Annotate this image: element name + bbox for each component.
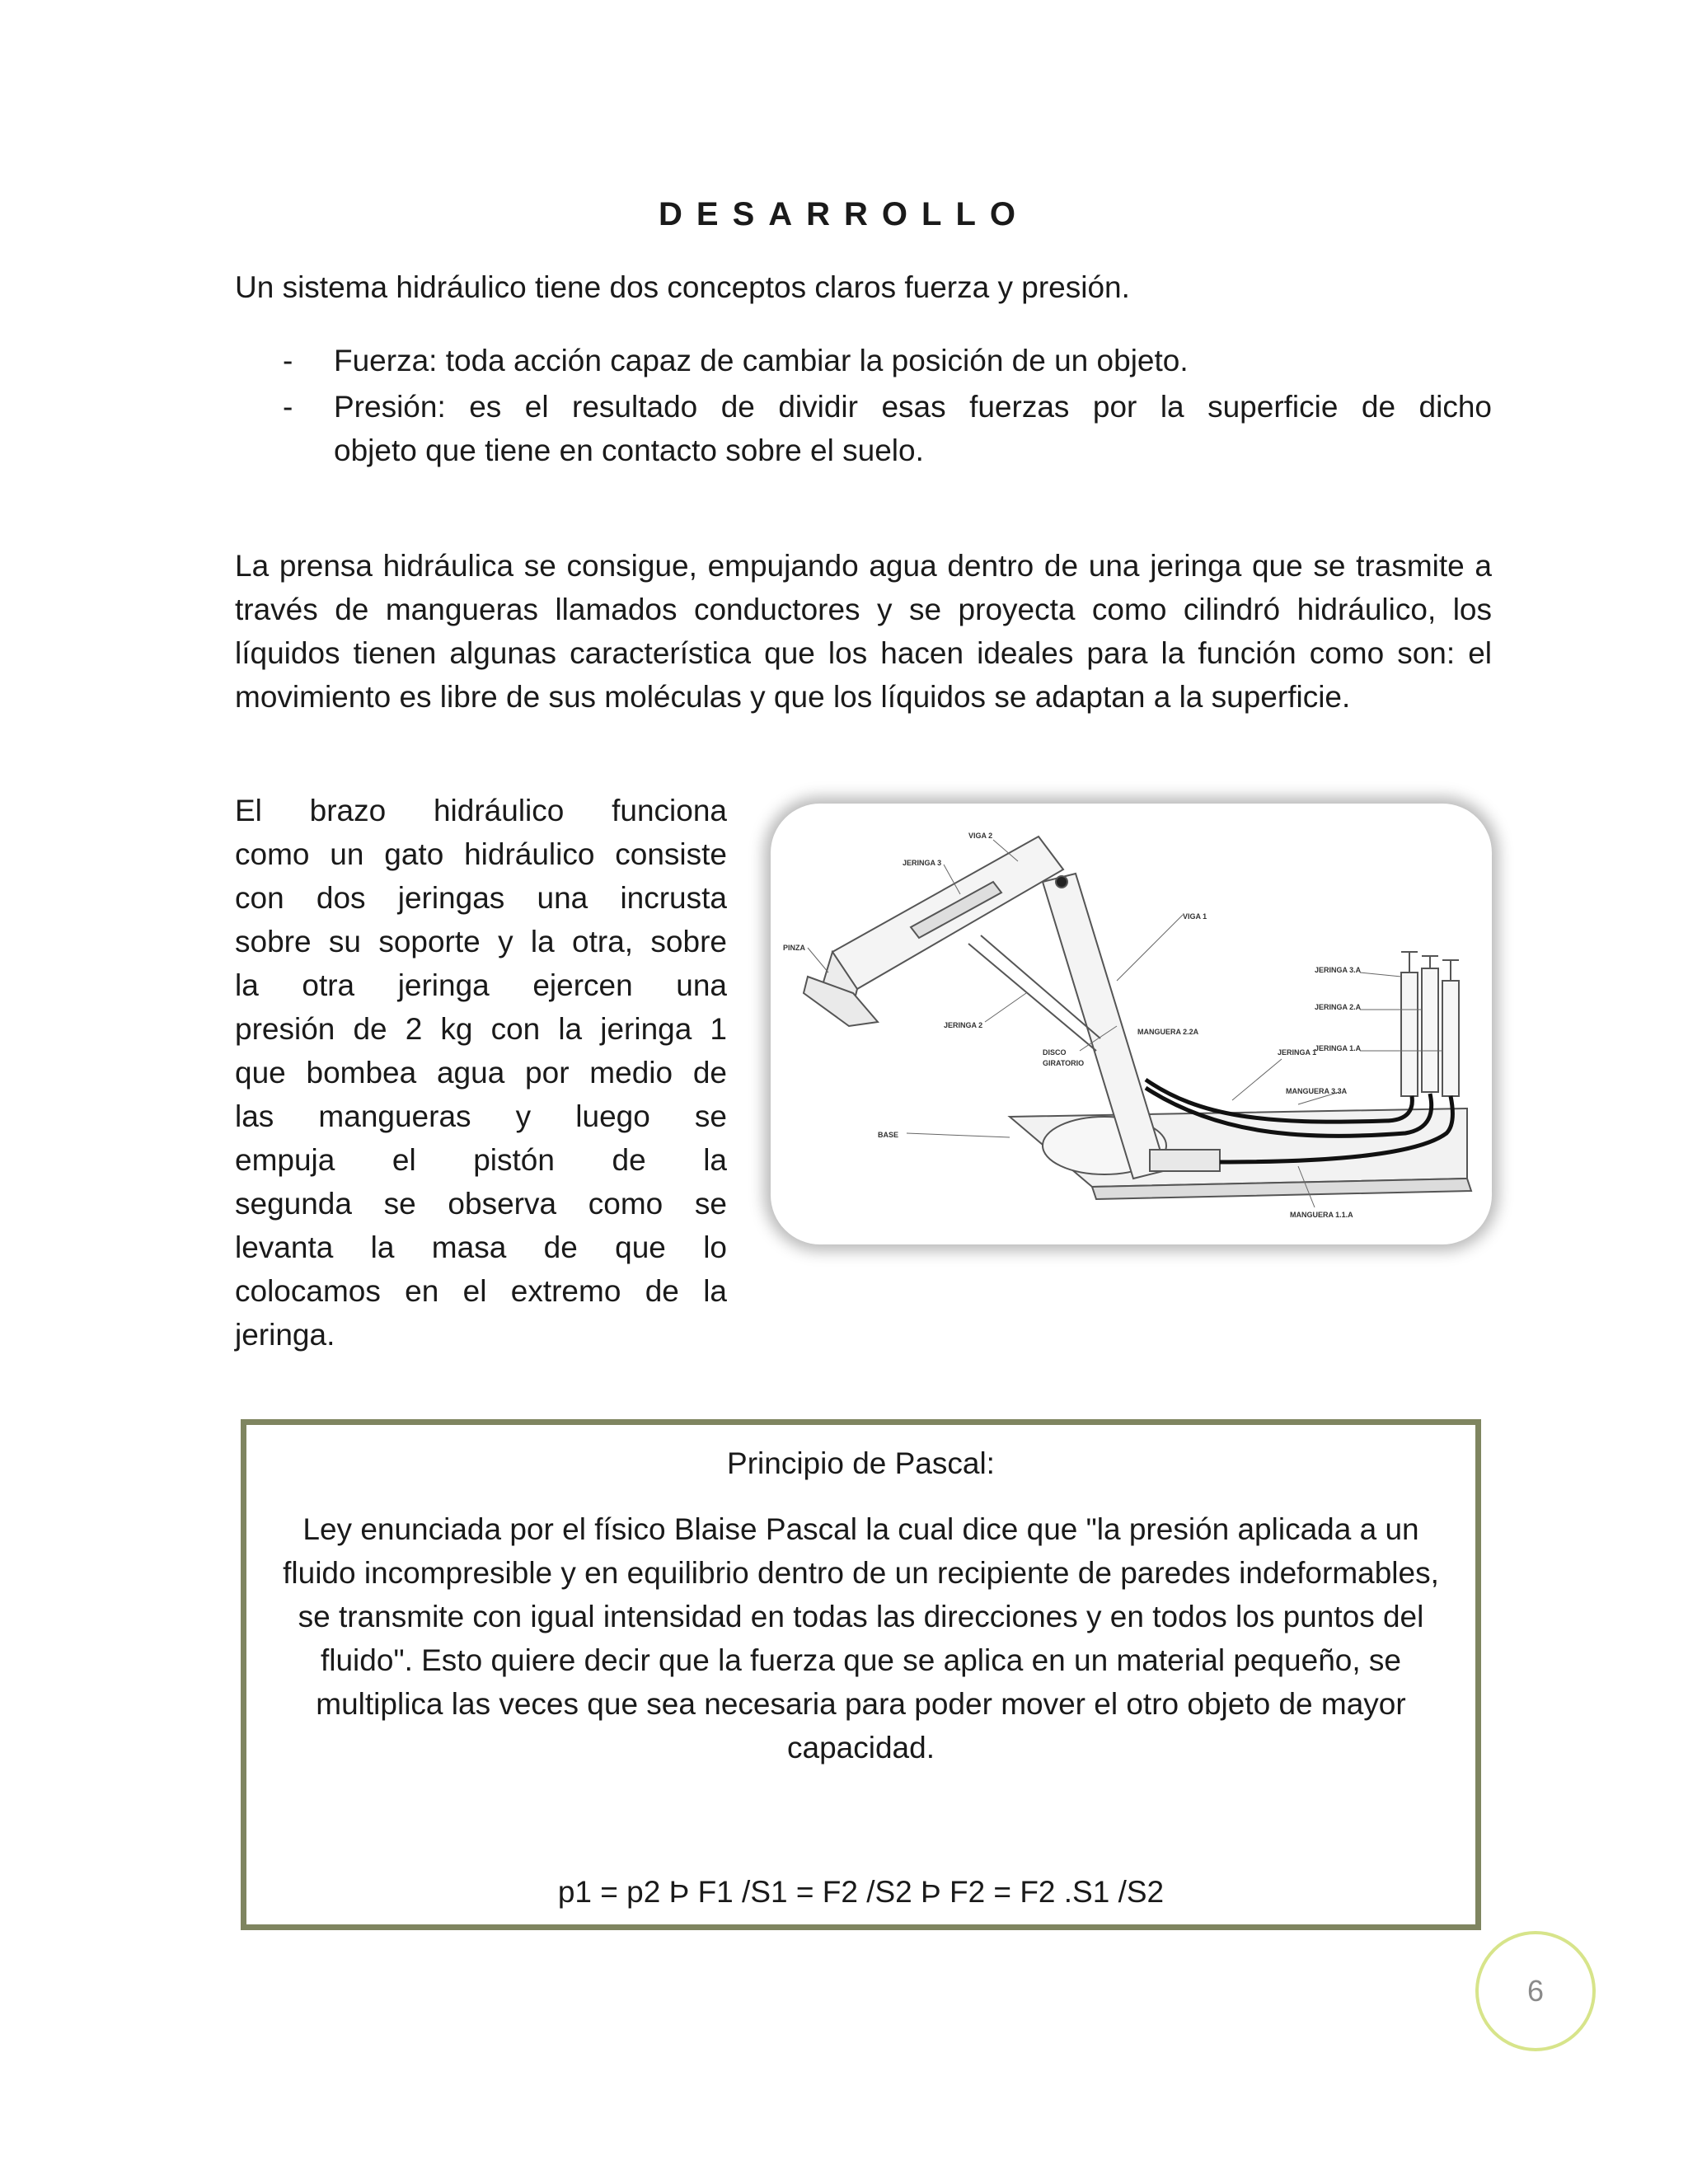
pascal-text: Ley enunciada por el físico Blaise Pascal la cual dice que "la presión aplicada a un fluido incompresible y en equilibrio dentro de un recipiente de paredes indeformables, se transmite con igual intensidad en todas las direcciones y en todos los puntos del fluido". Esto quiere decir que la fuerza que se aplica en un material pequeño, se multiplica las veces que sea necesaria para poder mover el otro objeto de mayor capacidad. [283,1512,1439,1765]
brazo-line: presión de 2 kg con la jeringa 1 [235,1012,727,1046]
page-number-circle [1475,1931,1596,2051]
bullet-dash: - [283,390,293,424]
brazo-line: colocamos en el extremo de la [235,1274,727,1308]
label-manguera2a: MANGUERA 2.2A [1137,1028,1199,1036]
brazo-line: como un gato hidráulico consiste [235,837,727,871]
label-jeringa3: JERINGA 3 [903,859,942,867]
prensa-paragraph: La prensa hidráulica se consigue, empujando agua dentro de una jeringa que se trasmite a través de mangueras llamados conductores y se proyecta como cilindró hidráulico, los líquidos tienen algunas característica que los hacen ideales para la función como son: el movimiento es libre de sus moléculas y que los líquidos se adaptan a la superficie. [235,549,1492,714]
page-number: 6 [1526,1974,1545,2008]
label-viga2: VIGA 2 [968,832,993,840]
brazo-line: sobre su soporte y la otra, sobre [235,925,727,958]
label-giratorio: GIRATORIO [1043,1059,1085,1067]
label-manguera3a: MANGUERA 3.3A [1286,1087,1348,1095]
label-disco: DISCO [1043,1048,1067,1057]
brazo-line: segunda se observa como se [235,1187,727,1221]
label-jeringa2a: JERINGA 2.A [1315,1003,1362,1011]
label-jeringa1: JERINGA 1 [1278,1048,1317,1057]
label-jeringa2: JERINGA 2 [944,1021,983,1029]
pascal-title: Principio de Pascal: [727,1446,995,1480]
brazo-line: El brazo hidráulico funciona [235,794,727,827]
brazo-line: que bombea agua por medio de [235,1056,727,1090]
bullet-fuerza: Fuerza: toda acción capaz de cambiar la posición de un objeto. [334,344,1189,377]
label-jeringa3a: JERINGA 3.A [1315,966,1362,974]
bullet-presion-line2: objeto que tiene en contacto sobre el suelo. [334,434,924,467]
brazo-line: levanta la masa de que lo [235,1230,727,1264]
hydraulic-arm-diagram [771,804,1492,1244]
brazo-line: jeringa. [235,1318,335,1352]
intro-paragraph: Un sistema hidráulico tiene dos conceptos claros fuerza y presión. [235,270,1130,304]
label-base: BASE [878,1131,899,1139]
label-viga1: VIGA 1 [1183,912,1207,921]
bullet-presion-line1: Presión: es el resultado de dividir esas fuerzas por la superficie de dicho [334,390,1492,424]
bullet-dash: - [283,344,293,377]
section-heading: DESARROLLO [659,196,1029,232]
pascal-principle-box [241,1419,1481,1930]
label-jeringa1a: JERINGA 1.A [1315,1044,1362,1052]
hydraulic-arm-figure [771,804,1492,1244]
label-manguera1a: MANGUERA 1.1.A [1290,1211,1353,1219]
brazo-line: las mangueras y luego se [235,1099,727,1133]
pascal-formula: p1 = p2 Þ F1 /S1 = F2 /S2 Þ F2 = F2 .S1 /S2 [557,1875,1165,1909]
brazo-line: empuja el pistón de la [235,1143,727,1177]
brazo-line: la otra jeringa ejercen una [235,968,727,1002]
label-pinza: PINZA [783,944,805,952]
brazo-line: con dos jeringas una incrusta [235,881,727,915]
